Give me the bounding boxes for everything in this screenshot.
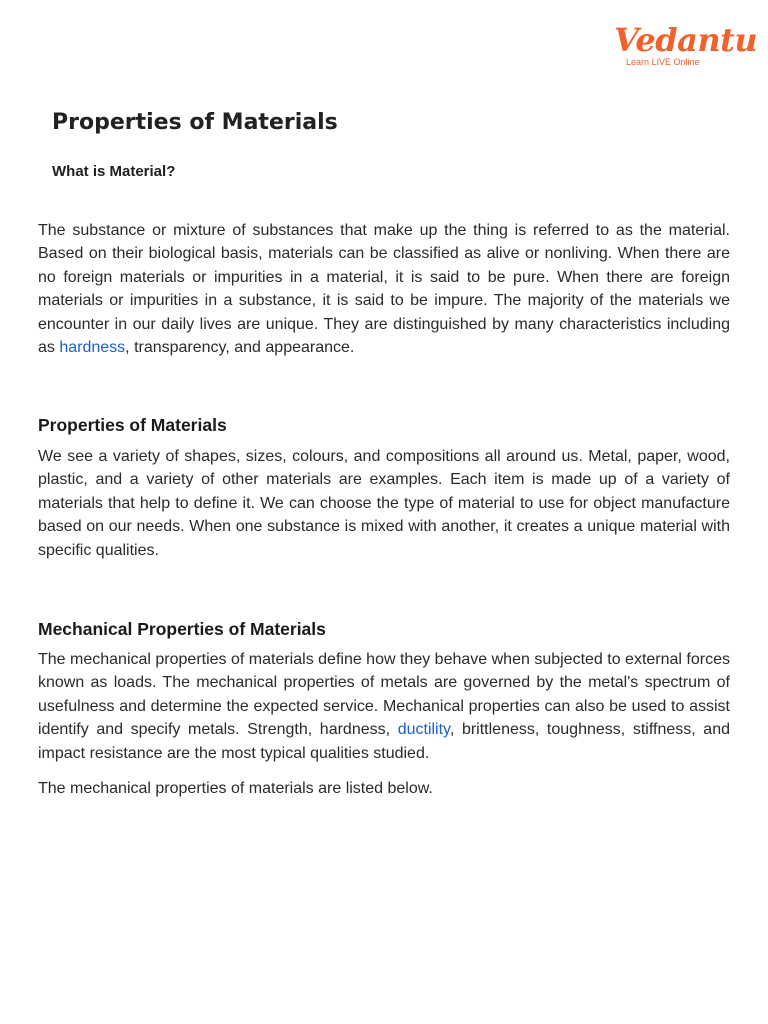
mechanical-paragraph <box>38 648 730 765</box>
page-title: Properties of Materials <box>52 110 338 135</box>
properties-paragraph: We see a variety of shapes, sizes, colours, and compositions all around us. Metal, paper, wood, plastic, and a variety of other materials are examples. Each item is made up of a variety of materials that help to define it. We can choose the type of material to use for object manufacture based on our needs. When one substance is mixed with another, it creates a unique material with specific qualities. <box>38 448 730 559</box>
vedantu-logo <box>604 20 758 72</box>
subtitle-what-is-material: What is Material? <box>52 163 176 180</box>
ductility-link[interactable]: ductility <box>397 721 450 739</box>
intro-text-after-link: , transparency, and appearance. <box>125 339 355 357</box>
intro-text-before-link: The substance or mixture of substances that make up the thing is referred to as the material. Based on their biological basis, materials can be classified as alive or nonliving. When there are no foreign materials or impurities in a material, it is said to be pure. When there are foreign materials or impurities in a substance, it is said to be impure. The majority of the materials we encounter in our daily lives are unique. They are distinguished by many characteristics including as <box>38 222 730 357</box>
section-heading-properties: Properties of Materials <box>38 415 227 435</box>
mechanical-list-intro: The mechanical properties of materials are listed below. <box>38 780 433 797</box>
logo-wordmark: Vedantu <box>614 21 758 59</box>
mechanical-text-before-link: The mechanical properties of materials define how they behave when subjected to external forces known as loads. The mechanical properties of metals are governed by the metal's spectrum of usefulness and determine the expected service. Mechanical properties can also be used to assist identify and specify metals. Strength, hardness, <box>38 651 730 739</box>
logo-tagline: Learn LIVE Online <box>626 57 700 67</box>
hardness-link[interactable]: hardness <box>59 339 126 357</box>
mechanical-text-after-link: , brittleness, toughness, stiffness, and impact resistance are the most typical qualities studied. <box>38 721 731 762</box>
section-heading-mechanical: Mechanical Properties of Materials <box>38 619 326 639</box>
intro-paragraph <box>38 219 730 359</box>
